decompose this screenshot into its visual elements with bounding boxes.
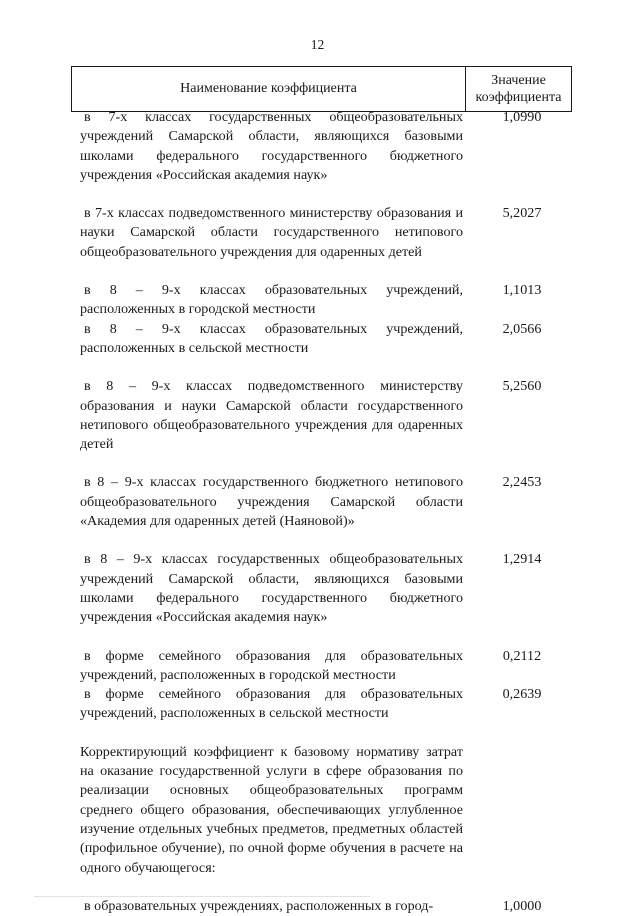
table-header (71, 66, 572, 112)
table-row (80, 204, 572, 262)
header-coefficient-name: Наименование коэффициента (72, 67, 466, 111)
header-coefficient-value: Значение коэффициента (475, 73, 562, 105)
row-value: 2,0566 (502, 320, 542, 337)
row-text: в 8 – 9-х классах образовательных учреждений, расположенных в сельской местности (80, 320, 463, 356)
row-value: 2,2453 (502, 474, 542, 491)
row-value: 1,0990 (502, 109, 542, 125)
table-row (80, 473, 572, 531)
row-value: 1,2914 (502, 551, 542, 568)
row-value: 1,0000 (502, 897, 542, 914)
footer-rule (34, 896, 594, 897)
row-value: 5,2560 (502, 378, 542, 395)
table-row (80, 897, 572, 916)
table-row (80, 320, 572, 359)
row-value: 1,1013 (502, 282, 542, 299)
table-row (80, 281, 572, 320)
row-value: 0,2112 (502, 647, 542, 664)
row-text: в 7-х классах государственных общеобразовательных учреждений Самарской области, являющихся базовыми школами федерального государственного бюджетного учреждения «Российская академия наук» (80, 109, 463, 183)
table-row (80, 685, 572, 724)
coefficient-table-body (80, 108, 572, 916)
section-heading: Корректирующий коэффициент к базовому нормативу затрат на оказание государственной услуги в сфере образования по реализации основных общеобразовательных программ среднего общего образования, обеспечивающих углубленное изучение отдельных учебных предметов, предметных областей (профильное обучение), по очной форме обучения в расчете на одного обучающегося: (80, 743, 463, 876)
table-row (80, 377, 572, 454)
row-text: в 8 – 9-х классах государственного бюджетного нетипового общеобразовательного учреждения Самарской области «Академия для одаренных детей (Наяновой)» (80, 474, 463, 530)
table-row (80, 108, 572, 185)
table-row (80, 743, 572, 878)
row-text: в 8 – 9-х классах государственных общеобразовательных учреждений Самарской области, являющихся базовыми школами федерального государственного бюджетного учреждения «Российская академия наук» (80, 551, 463, 626)
table-row (80, 550, 572, 627)
row-text: в 8 – 9-х классах образовательных учреждений, расположенных в городской местности (80, 282, 463, 318)
row-text: в образовательных учреждениях, расположенных в город- (84, 897, 434, 914)
row-value: 0,2639 (502, 686, 542, 703)
row-text: в форме семейного образования для образовательных учреждений, расположенных в городской местности (80, 647, 463, 683)
row-text: в 8 – 9-х классах подведомственного министерству образования и науки Самарской области государственного нетипового общеобразовательного учреждения для одаренных детей (80, 378, 463, 453)
row-value: 5,2027 (502, 205, 542, 222)
row-text: в 7-х классах подведомственного министерству образования и науки Самарской области государственного нетипового общеобразовательного учреждения для одаренных детей (80, 205, 463, 260)
row-text: в форме семейного образования для образовательных учреждений, расположенных в сельской местности (80, 686, 463, 722)
page-number: 12 (310, 37, 325, 52)
table-row (80, 647, 572, 686)
